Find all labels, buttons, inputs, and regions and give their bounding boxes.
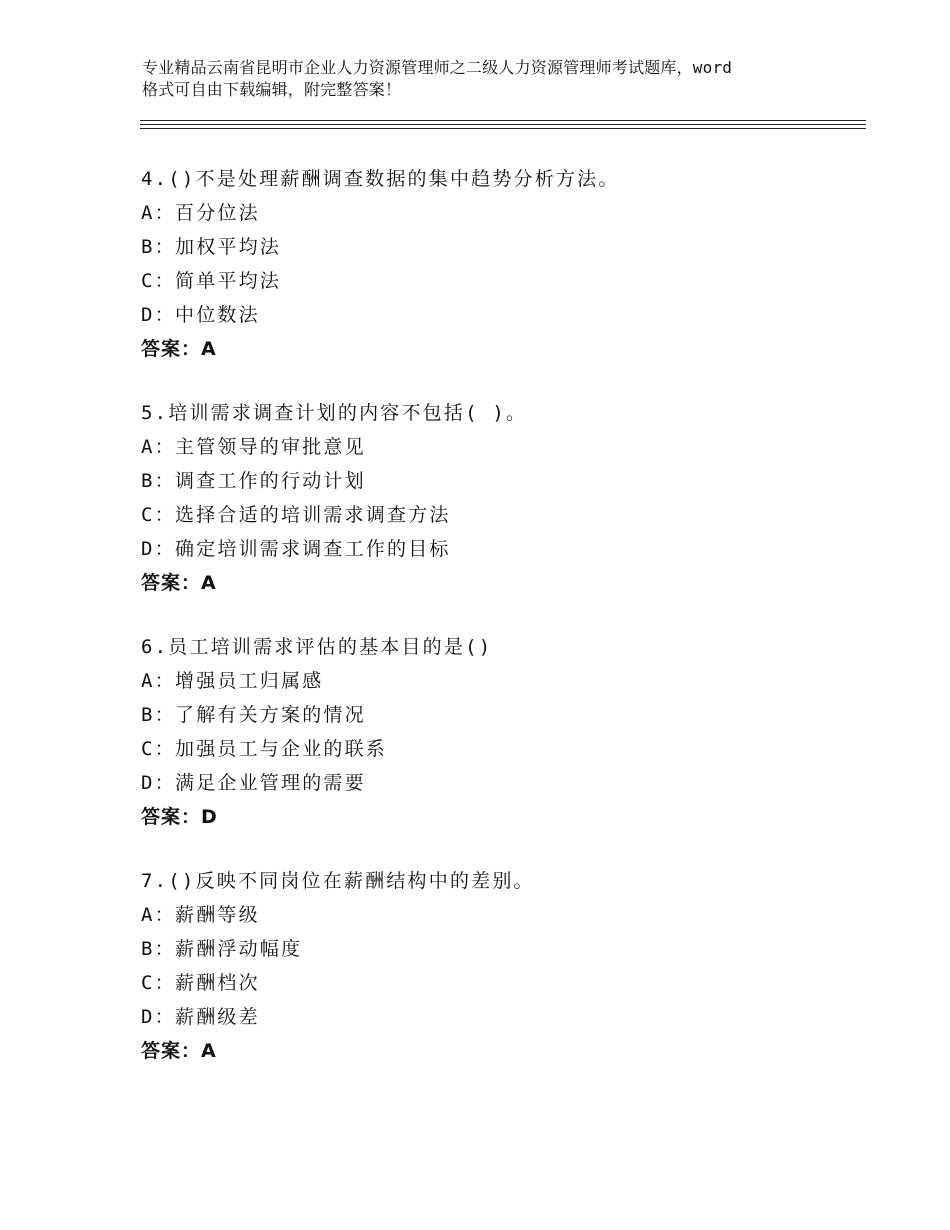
option-text: 中位数法 [175, 304, 260, 326]
option-key: D： [141, 772, 176, 794]
option-text: 薪酬级差 [175, 1006, 260, 1028]
header-line-1: 专业精品云南省昆明市企业人力资源管理师之二级人力资源管理师考试题库，word [142, 58, 733, 77]
question-5 [141, 396, 861, 600]
option-key: C： [141, 270, 176, 292]
question-stem: 4.()不是处理薪酬调查数据的集中趋势分析方法。 [141, 168, 620, 190]
document-header [142, 57, 832, 101]
option-b [141, 464, 861, 498]
question-stem: 7.()反映不同岗位在薪酬结构中的差别。 [141, 870, 535, 892]
option-a [141, 664, 861, 698]
option-key: A： [141, 904, 176, 926]
header-divider-line [140, 120, 866, 121]
option-text: 确定培训需求调查工作的目标 [175, 538, 451, 560]
option-key: D： [141, 1006, 176, 1028]
answer-label: 答案：A [141, 1040, 217, 1062]
option-d [141, 766, 861, 800]
option-key: C： [141, 738, 176, 760]
option-text: 加权平均法 [175, 236, 282, 258]
question-stem: 5.培训需求调查计划的内容不包括( )。 [141, 402, 528, 424]
option-key: C： [141, 972, 176, 994]
option-d [141, 532, 861, 566]
header-divider-line [140, 128, 866, 129]
option-b [141, 932, 861, 966]
option-text: 选择合适的培训需求调查方法 [175, 504, 451, 526]
answer-label: 答案：A [141, 338, 217, 360]
question-6 [141, 630, 861, 834]
option-b [141, 230, 861, 264]
option-key: B： [141, 236, 176, 258]
option-a [141, 430, 861, 464]
option-key: B： [141, 470, 176, 492]
option-text: 薪酬档次 [175, 972, 260, 994]
option-d [141, 298, 861, 332]
option-c [141, 732, 861, 766]
option-key: C： [141, 504, 176, 526]
option-key: B： [141, 704, 176, 726]
option-key: B： [141, 938, 176, 960]
option-text: 了解有关方案的情况 [175, 704, 366, 726]
option-text: 调查工作的行动计划 [175, 470, 366, 492]
option-text: 增强员工归属感 [175, 670, 324, 692]
header-divider-line [140, 124, 866, 125]
question-7 [141, 864, 861, 1068]
option-c [141, 966, 861, 1000]
question-stem: 6.员工培训需求评估的基本目的是() [141, 636, 493, 658]
answer-label: 答案：D [141, 806, 218, 828]
option-text: 薪酬等级 [175, 904, 260, 926]
option-d [141, 1000, 861, 1034]
option-text: 主管领导的审批意见 [175, 436, 366, 458]
option-text: 百分位法 [175, 202, 260, 224]
option-key: D： [141, 304, 176, 326]
option-key: A： [141, 436, 176, 458]
option-text: 加强员工与企业的联系 [175, 738, 388, 760]
option-a [141, 898, 861, 932]
answer-label: 答案：A [141, 572, 217, 594]
option-text: 简单平均法 [175, 270, 282, 292]
option-c [141, 498, 861, 532]
option-a [141, 196, 861, 230]
question-list [141, 162, 861, 1098]
option-b [141, 698, 861, 732]
option-key: D： [141, 538, 176, 560]
option-key: A： [141, 202, 176, 224]
option-text: 薪酬浮动幅度 [175, 938, 303, 960]
header-line-2: 格式可自由下载编辑，附完整答案！ [142, 80, 402, 99]
option-text: 满足企业管理的需要 [175, 772, 366, 794]
option-c [141, 264, 861, 298]
question-4 [141, 162, 861, 366]
option-key: A： [141, 670, 176, 692]
